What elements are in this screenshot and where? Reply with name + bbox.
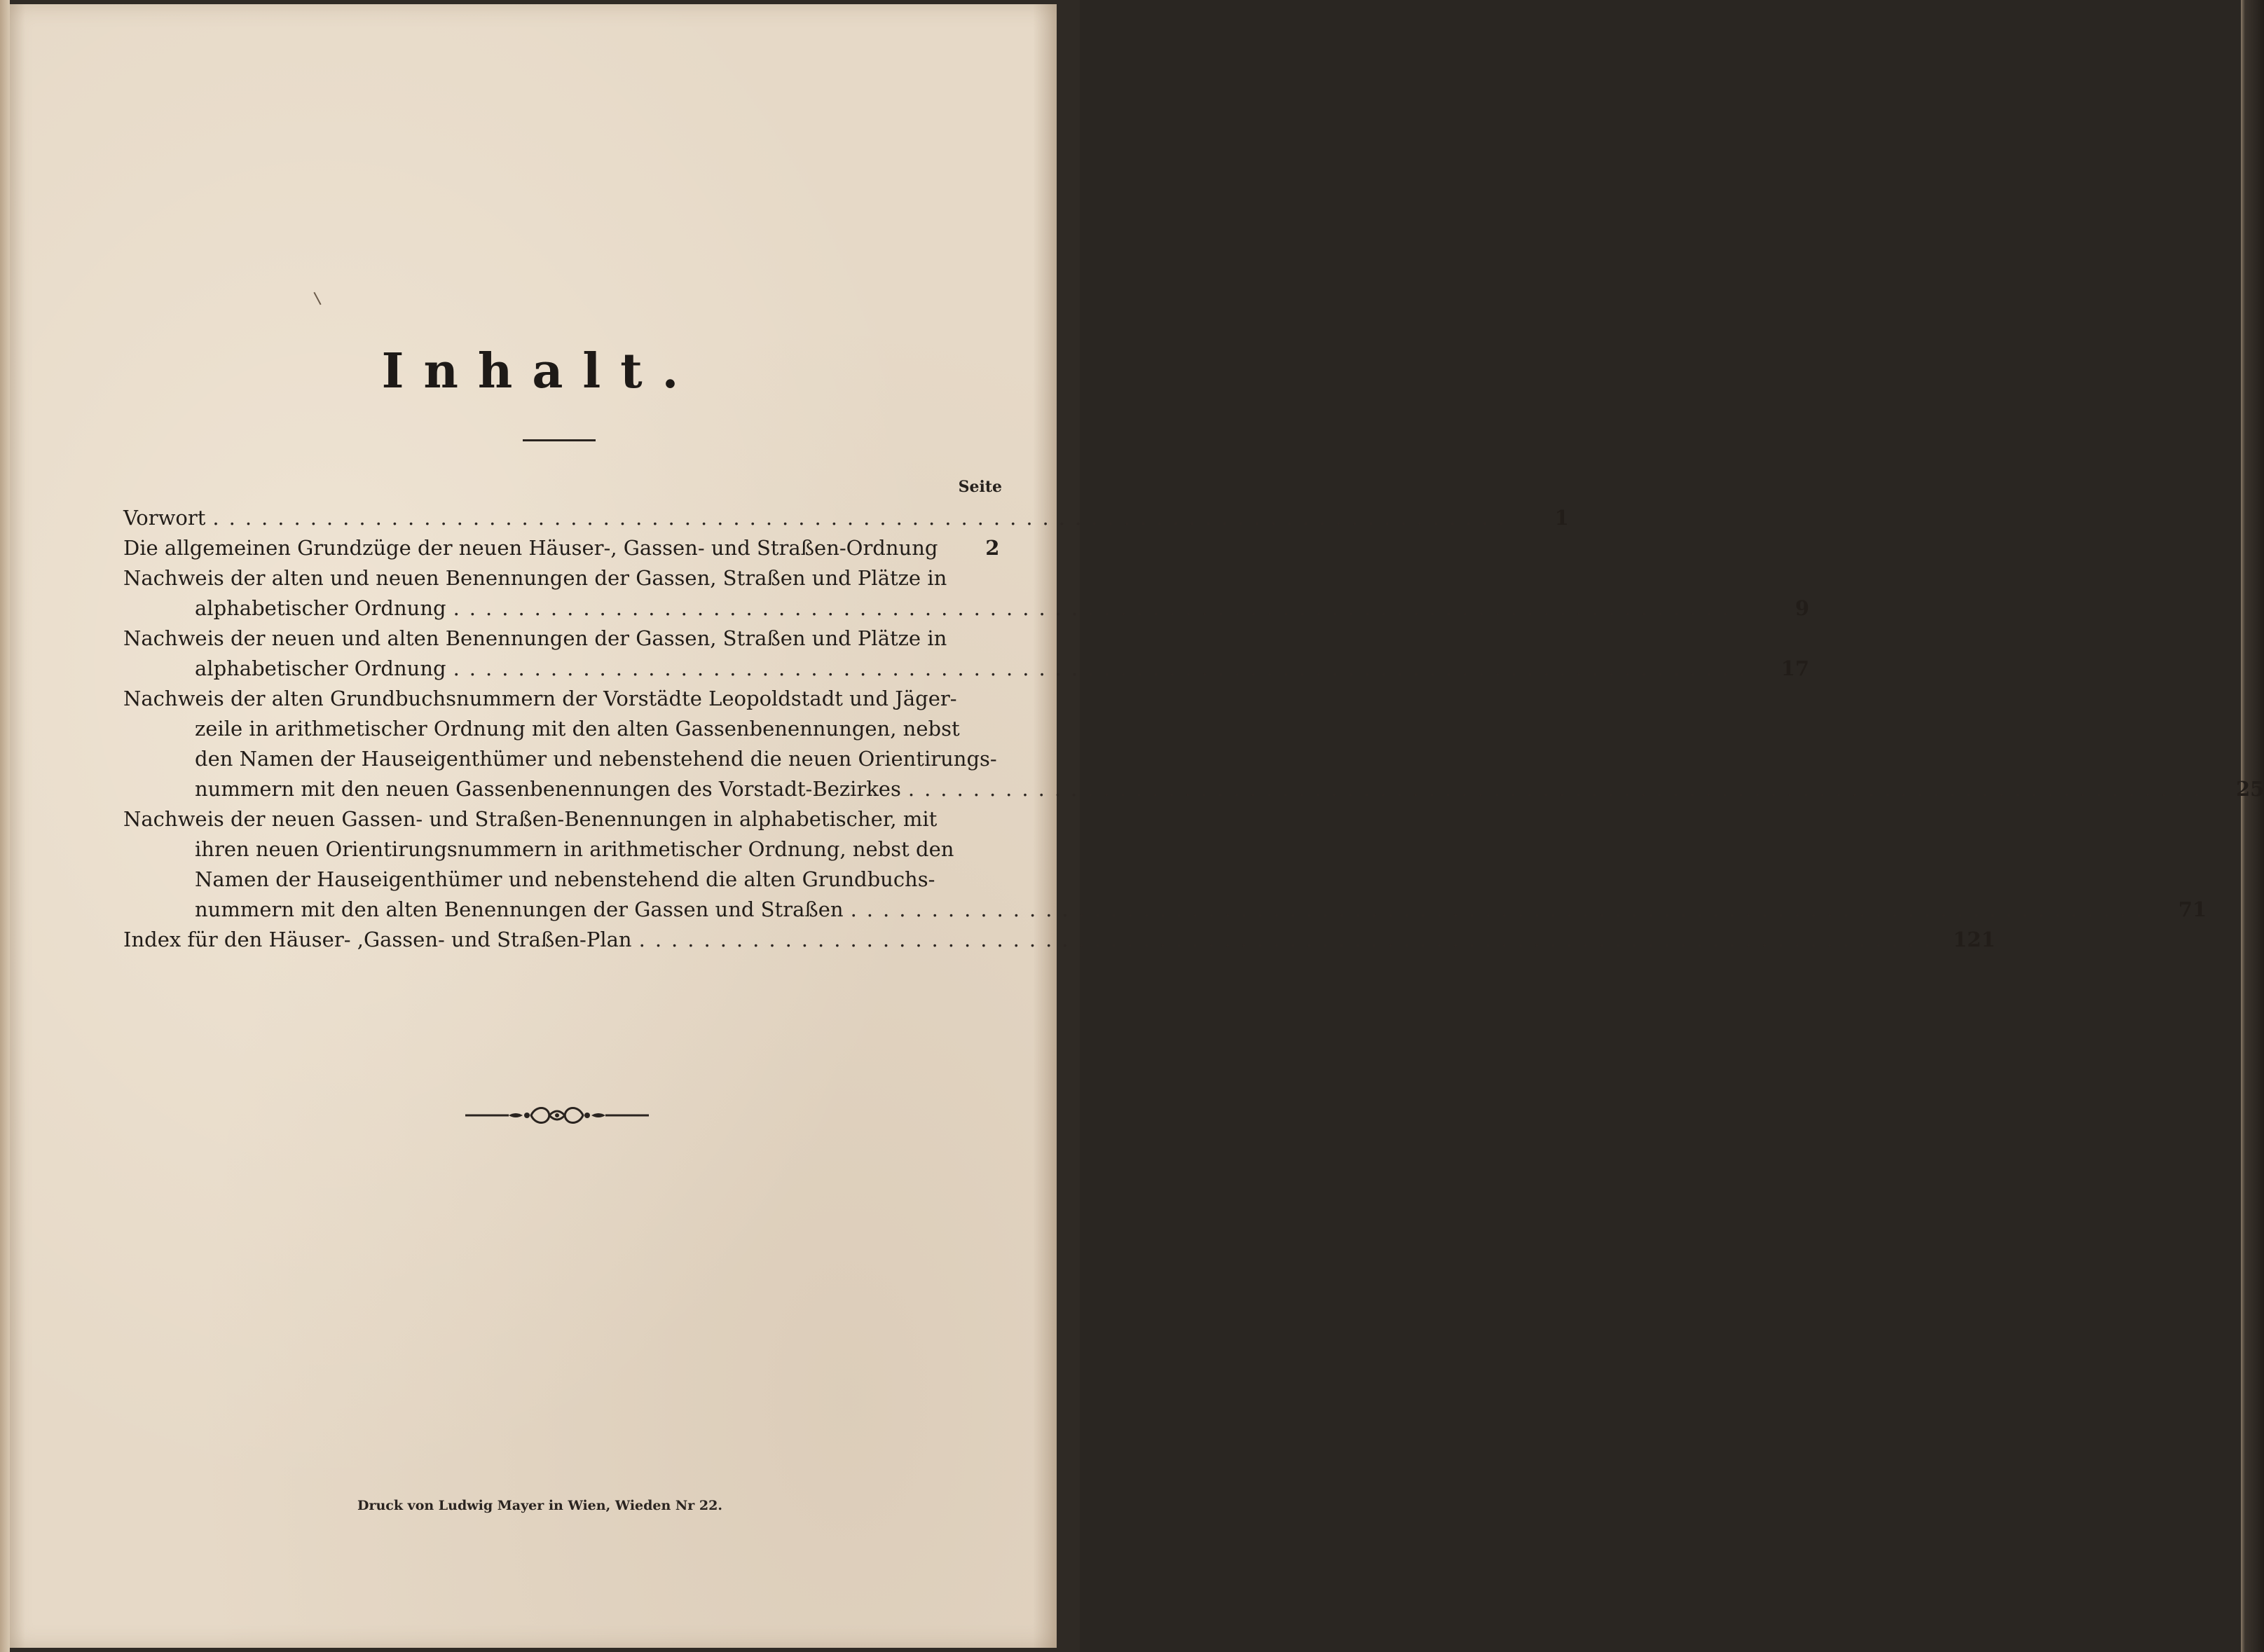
toc-entry-line bbox=[123, 925, 1996, 955]
toc-entry bbox=[123, 533, 1000, 563]
toc-entry bbox=[123, 563, 1810, 624]
toc-entry-text: den Namen der Hauseigenthümer und nebenstehend die neuen Orientirungs- bbox=[195, 747, 997, 771]
toc-leader-dots: ................................................................................ bbox=[907, 777, 2210, 801]
toc-leader-dots: ................................................................................ bbox=[453, 596, 1755, 620]
toc-entry-text: Nachweis der alten und neuen Benennungen der Gassen, Straßen und Plätze in bbox=[123, 566, 947, 590]
toc-entry bbox=[123, 503, 1569, 533]
decorative-ornament-icon bbox=[465, 1103, 649, 1128]
toc-entry-line bbox=[123, 533, 1000, 563]
toc-entry-line bbox=[123, 654, 1810, 684]
toc-entry-text: alphabetischer Ordnung bbox=[195, 596, 446, 620]
toc-entry-text: ihren neuen Orientirungsnummern in arithmetischer Ordnung, nebst den bbox=[195, 837, 954, 861]
toc-entry-text: Nachweis der neuen und alten Benennungen der Gassen, Straßen und Plätze in bbox=[123, 626, 947, 650]
toc-entry-line bbox=[123, 774, 2264, 804]
toc-entry-line bbox=[123, 563, 995, 593]
toc-entry-line bbox=[123, 895, 2207, 925]
toc-entry-text: Nachweis der neuen Gassen- und Straßen-Benennungen in alphabetischer, mit bbox=[123, 807, 938, 831]
toc-entry-text: Index für den Häuser- ,Gassen- und Straßen-Plan bbox=[123, 928, 632, 951]
toc-entry-line bbox=[123, 834, 995, 865]
page-title: Inhalt. bbox=[381, 343, 699, 399]
book-spine-shadow bbox=[2241, 0, 2264, 1652]
toc-entry-text: Namen der Hauseigenthümer und nebenstehend die alten Grundbuchs- bbox=[195, 867, 935, 891]
toc-entry-line bbox=[123, 804, 995, 834]
toc-entry bbox=[123, 804, 2207, 925]
toc-entry-line bbox=[123, 684, 995, 714]
left-page-edge bbox=[0, 0, 10, 1652]
printer-imprint: Druck von Ludwig Mayer in Wien, Wieden Nr 22. bbox=[357, 1498, 722, 1513]
toc-entry-text: nummern mit den neuen Gassenbenennungen des Vorstadt-Bezirkes bbox=[195, 777, 901, 801]
toc-entry-text: Die allgemeinen Grundzüge der neuen Häuser-, Gassen- und Straßen-Ordnung bbox=[123, 536, 938, 560]
toc-entry-line bbox=[123, 593, 1810, 624]
toc-entry-line bbox=[123, 503, 1569, 533]
toc-entry bbox=[123, 624, 1810, 684]
table-of-contents bbox=[123, 503, 2264, 955]
toc-entry-line bbox=[123, 714, 995, 744]
toc-entry-line bbox=[123, 744, 995, 774]
page-column-header: Seite bbox=[958, 478, 1002, 496]
toc-page-number: 121 bbox=[1953, 928, 1996, 951]
toc-entry-text: zeile in arithmetischer Ordnung mit den alten Gassenbenennungen, nebst bbox=[195, 717, 960, 741]
toc-entry-text: Nachweis der alten Grundbuchsnummern der Vorstädte Leopoldstadt und Jäger- bbox=[123, 687, 957, 710]
toc-page-number: 25 bbox=[2235, 777, 2264, 801]
toc-leader-dots: ................................................................................ bbox=[212, 506, 1514, 530]
toc-entry-text: nummern mit den alten Benennungen der Gassen und Straßen bbox=[195, 897, 844, 921]
toc-leader-dots: ................................................................................ bbox=[453, 656, 1755, 680]
toc-entry-line bbox=[123, 624, 995, 654]
toc-page-number: 2 bbox=[985, 536, 1000, 560]
toc-page-number: 17 bbox=[1781, 656, 1810, 680]
toc-page-number: 9 bbox=[1795, 596, 1810, 620]
toc-entry-line bbox=[123, 865, 995, 895]
toc-leader-dots: ................................................................................ bbox=[638, 928, 1941, 951]
title-rule bbox=[523, 439, 596, 441]
toc-entry-text: Vorwort bbox=[123, 506, 206, 530]
toc-leader-dots: ................................................................................ bbox=[850, 897, 2153, 921]
toc-page-number: 1 bbox=[1554, 506, 1569, 530]
toc-entry bbox=[123, 684, 2264, 804]
toc-entry-text: alphabetischer Ordnung bbox=[195, 656, 446, 680]
toc-entry bbox=[123, 925, 1996, 955]
toc-page-number: 71 bbox=[2178, 897, 2207, 921]
